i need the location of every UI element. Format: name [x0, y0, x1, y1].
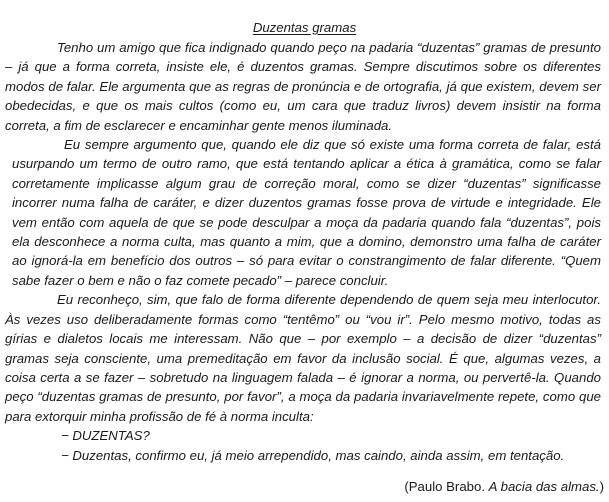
paragraph-3: Eu reconheço, sim, que falo de forma diferente dependendo de quem seja meu interlocutor. Às vezes uso deliberadamente formas como “tentêmo” ou “vou ir”. Pelo mesmo motivo, todas as gírias e dialetos locais me interessam. Não que – por exemplo – a decisão de dizer “duzentas” gramas seja consciente, uma premeditação em favor da inclusão social. É que, algumas vezes, a coisa certa a se fazer – sobretudo na linguagem falada – é ignorar a norma, ou pervertê-la. Quando peço “duzentas gramas de presunto, por favor”, a moça da padaria invariavelmente repete, como que para extorquir minha profissão de fé à norma inculta:	[5, 292, 601, 424]
citation-author: Paulo Brabo.	[408, 479, 489, 494]
text-body	[5, 38, 601, 465]
citation-book: A bacia das almas.	[488, 479, 600, 494]
dialog-line-1: − DUZENTAS?	[61, 428, 150, 444]
paragraph-2: Eu sempre argumento que, quando ele diz que só existe uma forma correta de falar, está usurpando um termo de outro ramo, que está tentando aplicar a ética à gramática, como se falar corretamente implicasse algum grau de correção moral, como se dizer “duzentas” significasse incorrer numa falha de caráter, e dizer duzentos gramas fosse prova de virtude e integridade. Ele vem então com aquela de que se pode desculpar a moça da padaria quando fala “duzentas”, pois ela desconhece a norma culta, mas quanto a mim, que a domino, demonstro uma falha de caráter ao ignorá-la em benefício dos outros – só para evitar o constrangimento de falar diferente. “Quem sabe fazer o bem e não o faz comete pecado” – parece concluir.	[12, 137, 601, 288]
paragraph-1: Tenho um amigo que fica indignado quando peço na padaria “duzentas” gramas de presunto – já que a forma correta, insiste ele, é duzentos gramas. Sempre discutimos sobre os diferentes modos de falar. Ele argumenta que as regras de pronúncia e de ortografia, já que existem, devem ser obedecidas, e que os mais cultos (como eu, um cara que traduz livros) devem insistir na forma correta, a fim de esclarecer e encaminhar gente menos iluminada.	[5, 40, 601, 133]
text-title: Duzentas gramas	[252, 20, 357, 35]
citation	[404, 478, 604, 496]
dialog-line-2: − Duzentas, confirmo eu, já meio arrependido, mas caindo, ainda assim, em tentação.	[61, 447, 565, 463]
citation-open: (	[404, 479, 409, 494]
citation-close: )	[599, 479, 604, 494]
